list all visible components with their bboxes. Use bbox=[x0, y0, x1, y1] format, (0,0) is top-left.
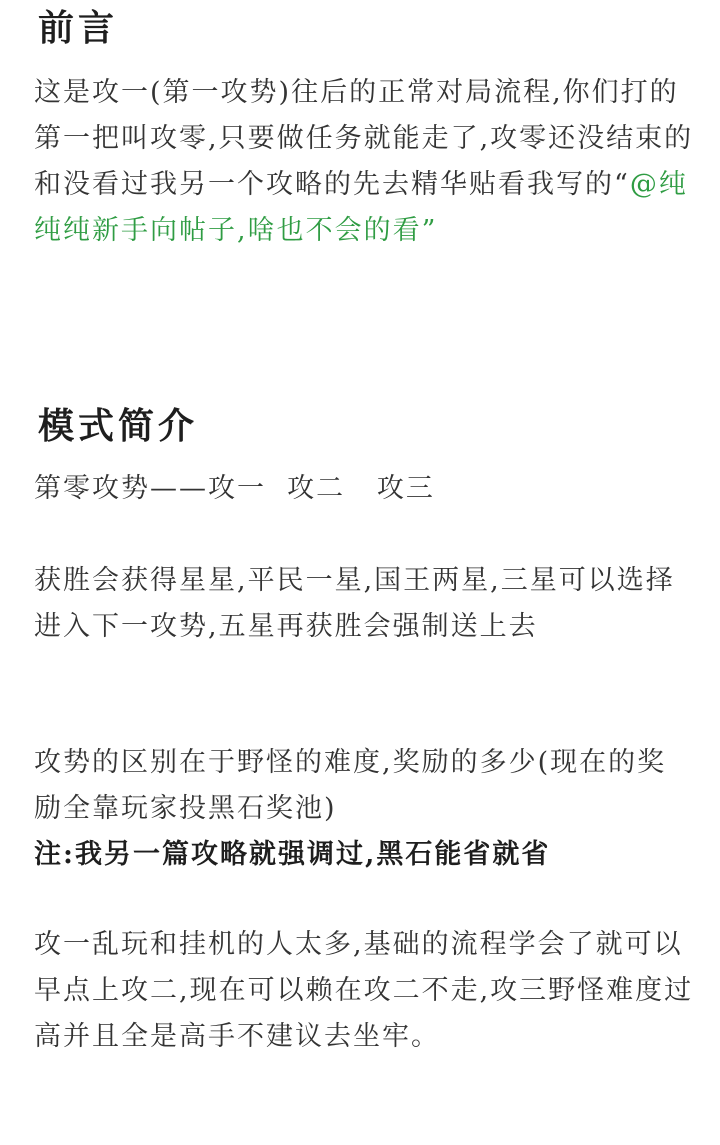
star-rules-paragraph: 获胜会获得星星,平民一星,国王两星,三星可以选择进入下一攻势,五星再获胜会强制送上去 bbox=[34, 565, 675, 642]
advice-paragraph: 攻一乱玩和挂机的人太多,基础的流程学会了就可以早点上攻二,现在可以赖在攻二不走,攻三野怪难度过高并且全是高手不建议去坐牢。 bbox=[34, 929, 694, 1052]
intro-closing-quote: ” bbox=[421, 215, 438, 246]
offensive-difference-paragraph: 攻势的区别在于野怪的难度,奖励的多少(现在的奖励全靠玩家投黑石奖池) bbox=[34, 747, 667, 824]
intro-paragraph bbox=[34, 70, 694, 254]
intro-heading: 前言 bbox=[38, 7, 119, 49]
intro-text: 这是攻一(第一攻势)往后的正常对局流程,你们打的第一把叫攻零,只要做任务就能走了,攻零还没结束的和没看过我另一个攻略的先去精华贴看我写的“ bbox=[34, 77, 694, 200]
newbie-post-link[interactable]: @纯纯纯新手向帖子,啥也不会的看 bbox=[34, 169, 688, 246]
blackstone-note: 注:我另一篇攻略就强调过,黑石能省就省 bbox=[34, 839, 551, 870]
mode-subtitle: 第零攻势——攻一 攻二 攻三 bbox=[34, 473, 435, 504]
mode-heading: 模式简介 bbox=[38, 405, 199, 447]
